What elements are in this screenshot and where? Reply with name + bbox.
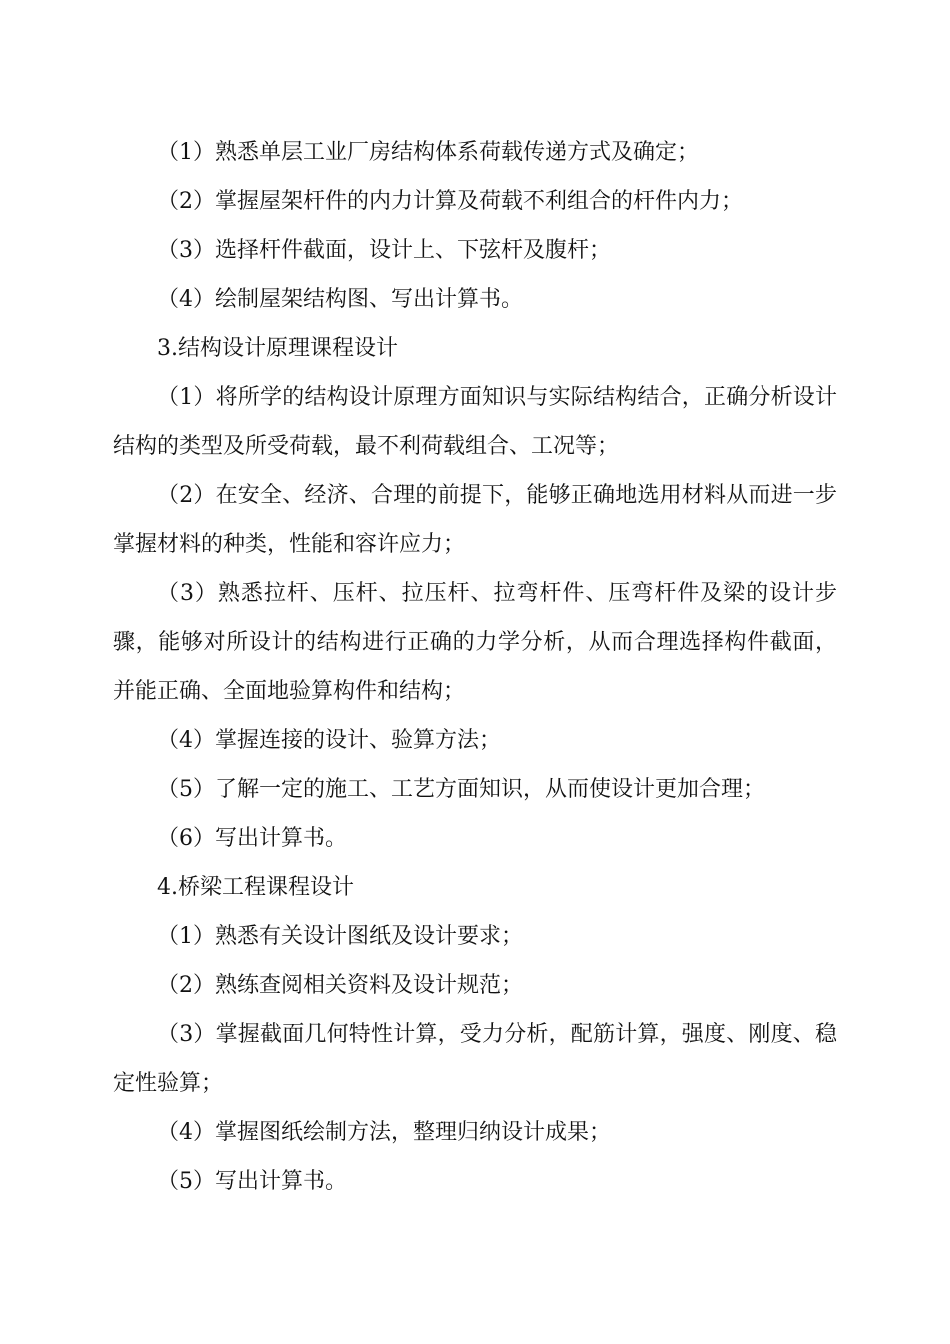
list-item: （6）写出计算书。 (157, 826, 347, 851)
list-item: （3）熟悉拉杆、压杆、拉压杆、拉弯杆件、压弯杆件及梁的设计步骤，能够对所设计的结构进行正确的力学分析，从而合理选择构件截面，并能正确、全面地验算构件和结构； (113, 581, 837, 704)
list-item: （4）掌握连接的设计、验算方法； (157, 728, 501, 753)
list-item: （4）掌握图纸绘制方法，整理归纳设计成果； (157, 1120, 611, 1145)
document-body (113, 128, 837, 1206)
list-item: （1）熟悉单层工业厂房结构体系荷载传递方式及确定； (157, 140, 699, 165)
list-item: （2）在安全、经济、合理的前提下，能够正确地选用材料从而进一步掌握材料的种类，性能和容许应力； (113, 483, 837, 557)
list-item: （2）熟练查阅相关资料及设计规范； (157, 973, 523, 998)
list-item: （5）写出计算书。 (157, 1169, 347, 1194)
list-item: （5）了解一定的施工、工艺方面知识，从而使设计更加合理； (157, 777, 765, 802)
section-heading: 4.桥梁工程课程设计 (157, 875, 354, 900)
list-item: （1）熟悉有关设计图纸及设计要求； (157, 924, 523, 949)
list-item: （4）绘制屋架结构图、写出计算书。 (157, 287, 523, 312)
list-item: （3）选择杆件截面，设计上、下弦杆及腹杆； (157, 238, 611, 263)
section-heading: 3.结构设计原理课程设计 (157, 336, 398, 361)
list-item: （2）掌握屋架杆件的内力计算及荷载不利组合的杆件内力； (157, 189, 743, 214)
list-item: （3）掌握截面几何特性计算，受力分析，配筋计算，强度、刚度、稳定性验算； (113, 1022, 837, 1096)
list-item: （1）将所学的结构设计原理方面知识与实际结构结合，正确分析设计结构的类型及所受荷载，最不利荷载组合、工况等； (113, 385, 837, 459)
